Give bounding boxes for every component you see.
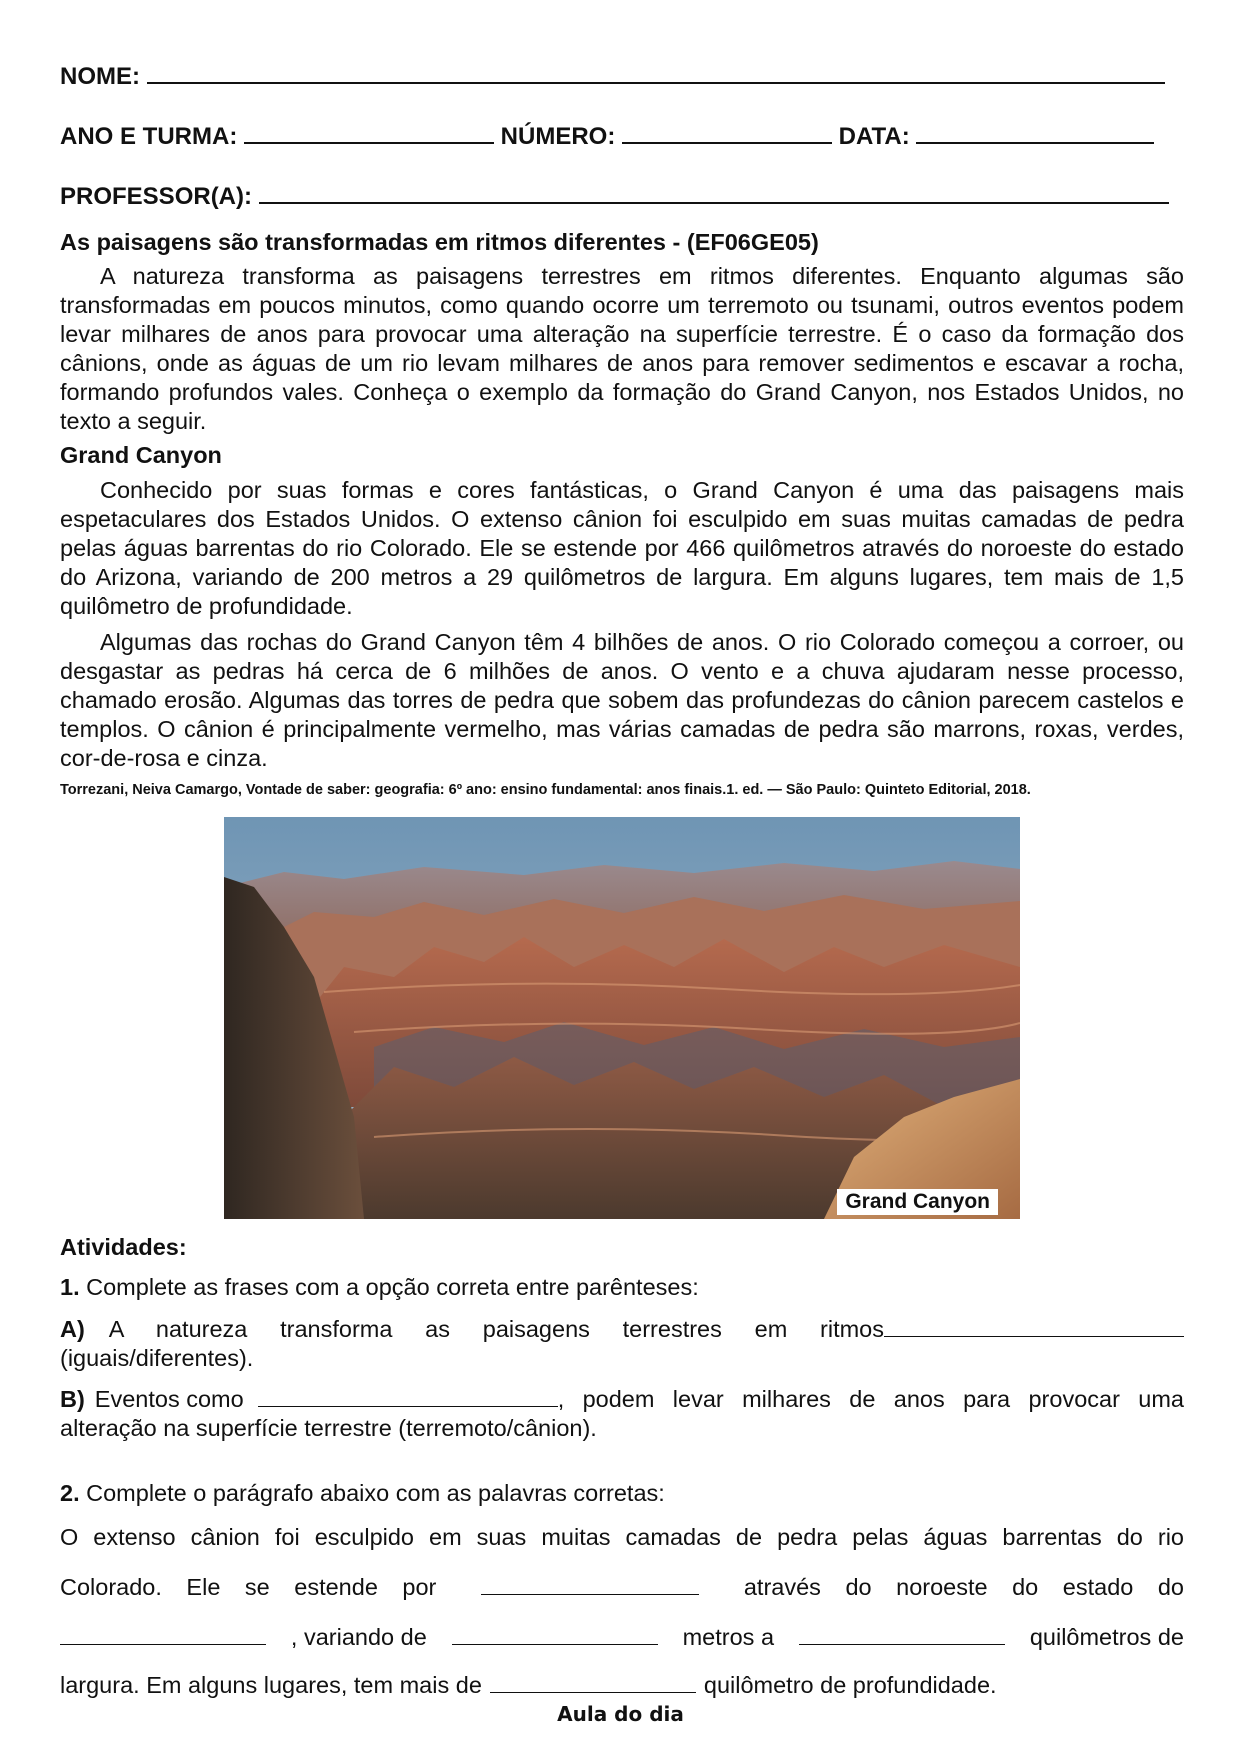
paragraph-1: Conhecido por suas formas e cores fantásticas, o Grand Canyon é uma das paisagens mais espetaculares dos Estados Unidos. O extenso cânion foi esculpido em suas muitas camadas de pedra pelas águas barrentas do rio Colorado. Ele se estende por 466 quilômetros através do noroeste do estado do Arizona, variando de 200 metros a 29 quilômetros de largura. Em alguns lugares, tem mais de 1,5 quilômetro de profundidade. bbox=[60, 477, 1184, 619]
q2-line3-text-c: quilômetros de bbox=[1029, 1624, 1184, 1650]
question-1 bbox=[60, 1274, 1184, 1301]
q2-line4-text-a: largura. Em alguns lugares, tem mais de bbox=[60, 1672, 482, 1698]
date-field[interactable] bbox=[916, 120, 1154, 144]
item-a-line1 bbox=[60, 1316, 1184, 1343]
item-a-text: A natureza transforma as paisagens terrestres em ritmos bbox=[108, 1316, 884, 1342]
subtitle: Grand Canyon bbox=[60, 442, 222, 468]
item-b-line2: alteração na superfície terrestre (terremoto/cânion). bbox=[60, 1415, 597, 1441]
activities-title: Atividades: bbox=[60, 1234, 187, 1260]
grand-canyon-photo bbox=[224, 817, 1020, 1219]
item-a-label: A) bbox=[60, 1316, 85, 1342]
name-field[interactable] bbox=[147, 60, 1165, 84]
q2-line3-text-a: , variando de bbox=[290, 1624, 427, 1650]
q2-blank-2[interactable] bbox=[60, 1624, 266, 1645]
item-b-text-after: , podem levar milhares de anos para provocar uma bbox=[557, 1386, 1184, 1412]
item-a-options: (iguais/diferentes). bbox=[60, 1345, 254, 1371]
date-label: DATA: bbox=[838, 123, 910, 150]
q2-line4-text-b: quilômetro de profundidade. bbox=[703, 1672, 997, 1698]
name-label: NOME: bbox=[60, 63, 140, 90]
q2-number: 2. bbox=[60, 1480, 80, 1506]
item-b-text-before: Eventos como bbox=[94, 1386, 244, 1412]
q1-text: Complete as frases com a opção correta entre parênteses: bbox=[86, 1274, 699, 1300]
item-a-blank[interactable] bbox=[884, 1316, 1184, 1337]
class-row bbox=[60, 120, 1184, 151]
q2-line2 bbox=[60, 1574, 1184, 1601]
q2-blank-5[interactable] bbox=[490, 1672, 696, 1693]
q2-blank-3[interactable] bbox=[452, 1624, 658, 1645]
canyon-illustration bbox=[224, 817, 1020, 1219]
teacher-field[interactable] bbox=[259, 180, 1169, 204]
q2-line2-text-b: através do noroeste do estado do bbox=[743, 1574, 1184, 1600]
q2-line3-text-b: metros a bbox=[682, 1624, 775, 1650]
item-b-label: B) bbox=[60, 1386, 85, 1412]
teacher-label: PROFESSOR(A): bbox=[60, 183, 252, 210]
photo-label: Grand Canyon bbox=[837, 1189, 998, 1215]
number-label: NÚMERO: bbox=[500, 123, 616, 150]
q2-blank-1[interactable] bbox=[481, 1574, 699, 1595]
q2-line4 bbox=[60, 1672, 1184, 1699]
question-2 bbox=[60, 1480, 1184, 1507]
q1-number: 1. bbox=[60, 1274, 80, 1300]
name-row bbox=[60, 60, 1184, 91]
q2-line1: O extenso cânion foi esculpido em suas muitas camadas de pedra pelas águas barrentas do rio bbox=[60, 1524, 1184, 1550]
number-field[interactable] bbox=[622, 120, 832, 144]
source-citation: Torrezani, Neiva Camargo, Vontade de saber: geografia: 6º ano: ensino fundamental: anos finais.1. ed. — São Paulo: Quinteto Editorial, 2018. bbox=[60, 782, 1031, 798]
q2-blank-4[interactable] bbox=[799, 1624, 1005, 1645]
intro-paragraph: A natureza transforma as paisagens terrestres em ritmos diferentes. Enquanto algumas são transformadas em poucos minutos, como quando ocorre um terremoto ou tsunami, outros eventos podem levar milhares de anos para provocar uma alteração na superfície terrestre. É o caso da formação dos cânions, onde as águas de um rio levam milhares de anos para remover sedimentos e escavar a rocha, formando profundos vales. Conheça o exemplo da formação do Grand Canyon, nos Estados Unidos, no texto a seguir. bbox=[60, 263, 1184, 434]
paragraph-2: Algumas das rochas do Grand Canyon têm 4 bilhões de anos. O rio Colorado começou a corroer, ou desgastar as pedras há cerca de 6 milhões de anos. O vento e a chuva ajudaram nesse processo, chamado erosão. Algumas das torres de pedra que sobem das profundezas do cânion parecem castelos e templos. O cânion é principalmente vermelho, mas várias camadas de pedra são marrons, roxas, verdes, cor-de-rosa e cinza. bbox=[60, 629, 1184, 771]
page-footer: Aula do dia bbox=[557, 1702, 684, 1726]
class-field[interactable] bbox=[244, 120, 494, 144]
teacher-row bbox=[60, 180, 1184, 211]
section-title: As paisagens são transformadas em ritmos diferentes - (EF06GE05) bbox=[60, 229, 819, 255]
q2-line2-text-a: Colorado. Ele se estende por bbox=[60, 1574, 437, 1600]
q2-text: Complete o parágrafo abaixo com as palavras corretas: bbox=[86, 1480, 665, 1506]
q2-line3 bbox=[60, 1624, 1184, 1651]
item-b-blank[interactable] bbox=[258, 1386, 558, 1407]
class-label: ANO E TURMA: bbox=[60, 123, 238, 150]
item-b-line1 bbox=[60, 1386, 1184, 1413]
